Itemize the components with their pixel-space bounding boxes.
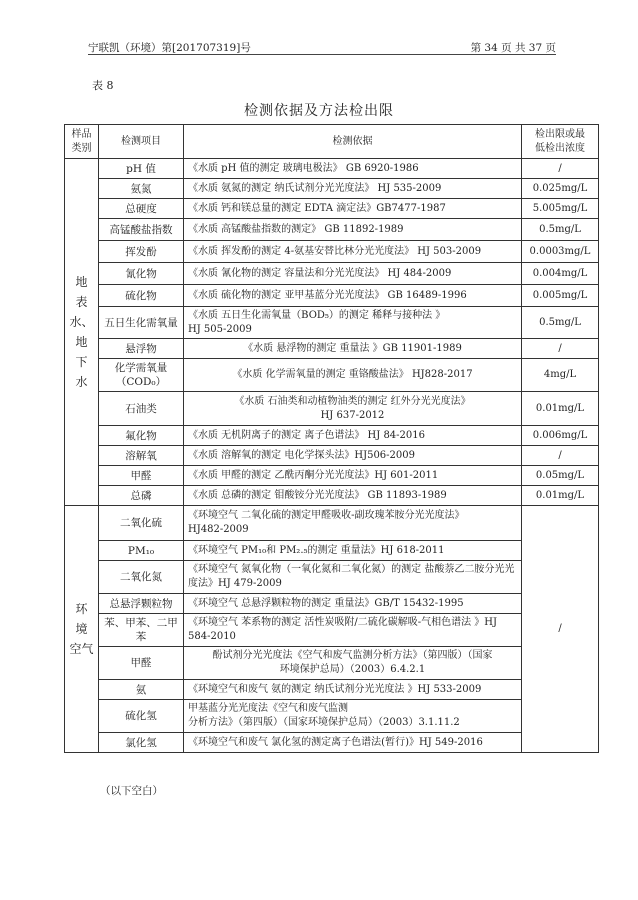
- test-item: 硫化氢: [99, 700, 184, 733]
- table-row: [65, 339, 599, 359]
- header-limit: 检出限或最 低检出浓度: [522, 125, 599, 159]
- test-item: pH 值: [99, 159, 184, 179]
- test-item: 溶解氧: [99, 446, 184, 466]
- footer-note: （以下空白）: [100, 785, 163, 797]
- method-table: [64, 124, 599, 753]
- report-number: 宁联凯（环境）第[201707319]号: [88, 42, 251, 54]
- table-row: [65, 614, 599, 647]
- detection-limit: 4mg/L: [522, 359, 599, 392]
- table-row: [65, 179, 599, 199]
- detection-limit: 5.005mg/L: [522, 199, 599, 219]
- table-row: [65, 561, 599, 594]
- detection-limit: /: [522, 339, 599, 359]
- test-item: 氰化物: [99, 263, 184, 285]
- test-basis: 《水质 氨氮的测定 纳氏试剂分光光度法》 HJ 535-2009: [184, 179, 522, 199]
- table-row: [65, 426, 599, 446]
- test-item: 氨氮: [99, 179, 184, 199]
- detection-limit: /: [522, 159, 599, 179]
- test-basis: 《水质 氰化物的测定 容量法和分光光度法》 HJ 484-2009: [184, 263, 522, 285]
- page-title: 检测依据及方法检出限: [244, 103, 394, 119]
- detection-limit: 0.5mg/L: [522, 219, 599, 241]
- test-item: 硫化物: [99, 285, 184, 307]
- detection-limit: 0.006mg/L: [522, 426, 599, 446]
- test-basis: 《水质 挥发酚的测定 4-氨基安替比林分光光度法》 HJ 503-2009: [184, 241, 522, 263]
- table-row: [65, 647, 599, 680]
- test-basis: 《水质 钙和镁总量的测定 EDTA 滴定法》GB7477-1987: [184, 199, 522, 219]
- table-label: 表 8: [92, 79, 114, 92]
- table-row: [65, 466, 599, 486]
- table-row: [65, 680, 599, 700]
- detection-limit: 0.0003mg/L: [522, 241, 599, 263]
- test-item: 苯、甲苯、二甲 苯: [99, 614, 184, 647]
- page-header: [88, 38, 556, 55]
- header-basis: 检测依据: [184, 125, 522, 159]
- test-basis: 甲基蓝分光光度法《空气和废气监测 分析方法》（第四版）（国家环境保护总局）（2003）3.1.11.2: [184, 700, 522, 733]
- page-number: 第 34 页 共 37 页: [470, 42, 556, 54]
- test-basis: 《环境空气 苯系物的测定 活性炭吸附/二硫化碳解吸-气相色谱法 》HJ 584-2010: [184, 614, 522, 647]
- test-item: 甲醛: [99, 466, 184, 486]
- detection-limit: 0.05mg/L: [522, 466, 599, 486]
- test-basis: 《水质 无机阴离子的测定 离子色谱法》 HJ 84-2016: [184, 426, 522, 446]
- test-basis: 《环境空气 PM₁₀和 PM₂.₅的测定 重量法》HJ 618-2011: [184, 541, 522, 561]
- category-air: 环 境 空气: [65, 506, 99, 753]
- test-basis: 《水质 溶解氧的测定 电化学探头法》HJ506-2009: [184, 446, 522, 466]
- detection-limit: 0.025mg/L: [522, 179, 599, 199]
- test-basis: 酚试剂分光光度法《空气和废气监测分析方法》（第四版）（国家 环境保护总局）（2003）6.4.2.1: [184, 647, 522, 680]
- test-item: 总悬浮颗粒物: [99, 594, 184, 614]
- detection-limit: /: [522, 446, 599, 466]
- test-basis: 《水质 化学需氧量的测定 重铬酸盐法》 HJ828-2017: [184, 359, 522, 392]
- test-item: 石油类: [99, 392, 184, 426]
- test-basis: 《水质 总磷的测定 钼酸铵分光光度法》 GB 11893-1989: [184, 486, 522, 506]
- table-row: [65, 446, 599, 466]
- test-basis: 《水质 pH 值的测定 玻璃电极法》 GB 6920-1986: [184, 159, 522, 179]
- table-header-row: [65, 125, 599, 159]
- table-row: [65, 392, 599, 426]
- test-item: 高锰酸盐指数: [99, 219, 184, 241]
- test-basis: 《水质 甲醛的测定 乙酰丙酮分光光度法》HJ 601-2011: [184, 466, 522, 486]
- table-row: [65, 700, 599, 733]
- category-water: 地 表 水、 地 下 水: [65, 159, 99, 506]
- test-item: 悬浮物: [99, 339, 184, 359]
- table-row: [65, 506, 599, 541]
- detection-limit: 0.5mg/L: [522, 307, 599, 339]
- test-item: 挥发酚: [99, 241, 184, 263]
- test-item: 氨: [99, 680, 184, 700]
- test-item: PM₁₀: [99, 541, 184, 561]
- test-item: 二氧化硫: [99, 506, 184, 541]
- table-row: [65, 541, 599, 561]
- test-item: 总硬度: [99, 199, 184, 219]
- test-basis: 《水质 石油类和动植物油类的测定 红外分光光度法》 HJ 637-2012: [184, 392, 522, 426]
- test-item: 甲醛: [99, 647, 184, 680]
- test-basis: 《水质 高锰酸盐指数的测定》 GB 11892-1989: [184, 219, 522, 241]
- test-basis: 《环境空气 氮氧化物（一氧化氮和二氧化氮）的测定 盐酸萘乙二胺分光光度法》HJ 479-2009: [184, 561, 522, 594]
- test-item: 化学需氧量 （COD₀）: [99, 359, 184, 392]
- test-basis: 《环境空气和废气 氯化氢的测定离子色谱法(暂行)》HJ 549-2016: [184, 733, 522, 753]
- header-item: 检测项目: [99, 125, 184, 159]
- test-basis: 《水质 硫化物的测定 亚甲基蓝分光光度法》 GB 16489-1996: [184, 285, 522, 307]
- test-basis: 《环境空气 二氧化硫的测定甲醛吸收-副玫瑰苯胺分光光度法》 HJ482-2009: [184, 506, 522, 541]
- table-row: [65, 219, 599, 241]
- table-row: [65, 733, 599, 753]
- detection-limit: 0.005mg/L: [522, 285, 599, 307]
- test-item: 氯化氢: [99, 733, 184, 753]
- table-row: [65, 285, 599, 307]
- header-category: 样品 类别: [65, 125, 99, 159]
- table-row: [65, 159, 599, 179]
- table-row: [65, 486, 599, 506]
- table-row: [65, 241, 599, 263]
- test-item: 五日生化需氧量: [99, 307, 184, 339]
- table-row: [65, 199, 599, 219]
- table-row: [65, 594, 599, 614]
- table-row: [65, 263, 599, 285]
- test-basis: 《水质 五日生化需氧量（BOD₅）的测定 稀释与接种法 》 HJ 505-2009: [184, 307, 522, 339]
- test-item: 总磷: [99, 486, 184, 506]
- detection-limit: 0.01mg/L: [522, 486, 599, 506]
- detection-limit: 0.01mg/L: [522, 392, 599, 426]
- test-basis: 《水质 悬浮物的测定 重量法 》GB 11901-1989: [184, 339, 522, 359]
- table-row: [65, 307, 599, 339]
- test-item: 二氧化氮: [99, 561, 184, 594]
- detection-limit: 0.004mg/L: [522, 263, 599, 285]
- test-item: 氟化物: [99, 426, 184, 446]
- table-row: [65, 359, 599, 392]
- test-basis: 《环境空气和废气 氨的测定 纳氏试剂分光光度法 》HJ 533-2009: [184, 680, 522, 700]
- test-basis: 《环境空气 总悬浮颗粒物的测定 重量法》GB/T 15432-1995: [184, 594, 522, 614]
- detection-limit: /: [522, 506, 599, 753]
